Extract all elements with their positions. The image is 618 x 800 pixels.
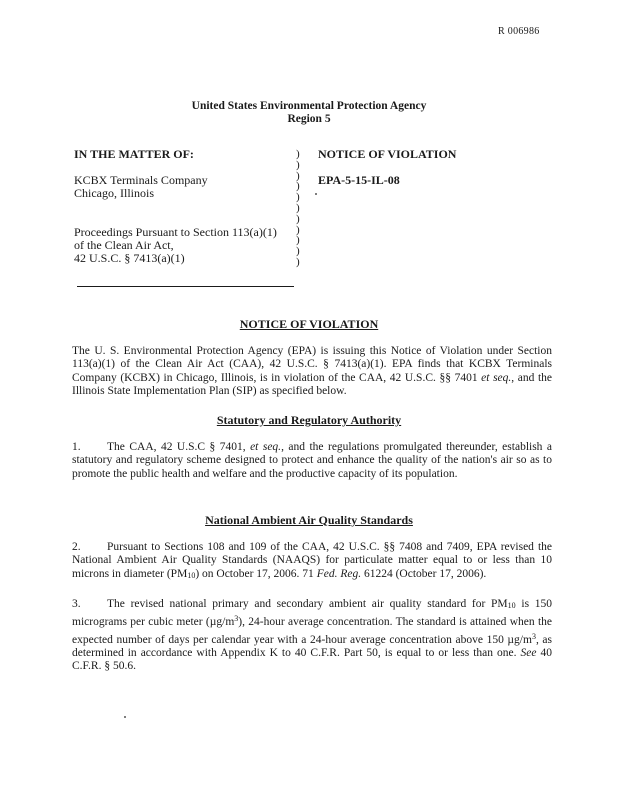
caption-divider — [77, 286, 294, 287]
scan-speck — [124, 716, 126, 718]
scan-speck — [315, 193, 317, 195]
paragraph-2: 2. Pursuant to Sections 108 and 109 of the CAA, 42 U.S.C. §§ 7408 and 7409, EPA revised the National Ambient Air Quality Standards (NAAQS) for particulate matter equal to or less than 10 microns in diameter (PM10) on October 17, 2006. 71 Fed. Reg. 61224 (October 17, 2006). — [72, 541, 552, 580]
respondent-name: KCBX Terminals Company — [74, 173, 208, 187]
case-caption-left — [74, 148, 299, 265]
paragraph-2-number: 2. — [72, 541, 81, 553]
respondent-location: Chicago, Illinois — [74, 186, 154, 200]
bates-number: R 006986 — [498, 26, 540, 37]
proceedings-line-3: 42 U.S.C. § 7413(a)(1) — [74, 251, 185, 265]
naaqs-heading: National Ambient Air Quality Standards — [205, 513, 413, 527]
agency-region: Region 5 — [287, 113, 331, 125]
paragraph-3: 3. The revised national primary and secondary ambient air quality standard for PM10 is 150 micrograms per cubic meter $(\mu g/m^3)$, 24-hour average concentration. The standard is attained when the expected number of days per calendar year with a 24-hour average concentration above 150 $\mu g/m^3$, as determined in accordance with Appendix K to 40 C.F.R. Part 50, is equal to or less than one. See 40 C.F.R. § 50.6. — [72, 598, 553, 673]
intro-paragraph: The U. S. Environmental Protection Agency (EPA) is issuing this Notice of Violation under Section 113(a)(1) of the Clean Air Act (CAA), 42 U.S.C. § 7413(a)(1). EPA finds that KCBX Terminals Company (KCBX) in Chicago, Illinois, is in violation of the CAA, 42 U.S.C. §§ 7401 et seq., and the Illinois State Implementation Plan (SIP) as specified below. — [72, 345, 553, 397]
document-type: NOTICE OF VIOLATION — [318, 147, 457, 161]
case-caption-right — [318, 148, 558, 188]
statutory-heading: Statutory and Regulatory Authority — [216, 413, 402, 427]
paragraph-1-number: 1. — [72, 441, 81, 453]
docket-number: EPA-5-15-IL-08 — [318, 173, 400, 187]
proceedings-line-1: Proceedings Pursuant to Section 113(a)(1) — [74, 225, 277, 239]
agency-name: United States Environmental Protection Agency — [191, 100, 427, 112]
document-title: NOTICE OF VIOLATION — [239, 317, 379, 331]
matter-label: IN THE MATTER OF: — [74, 147, 194, 161]
proceedings-line-2: of the Clean Air Act, — [74, 238, 174, 252]
caption-parentheses: ) ) ) ) ) ) ) ) ) ) ) — [296, 148, 300, 268]
paragraph-3-number: 3. — [72, 598, 81, 610]
agency-header — [0, 100, 618, 126]
paragraph-1: 1. The CAA, 42 U.S.C § 7401, et seq., and the regulations promulgated thereunder, establish a statutory and regulatory scheme designed to protect and enhance the quality of the nation's air so as to promote the public health and welfare and the productive capacity of its population. — [72, 441, 553, 480]
